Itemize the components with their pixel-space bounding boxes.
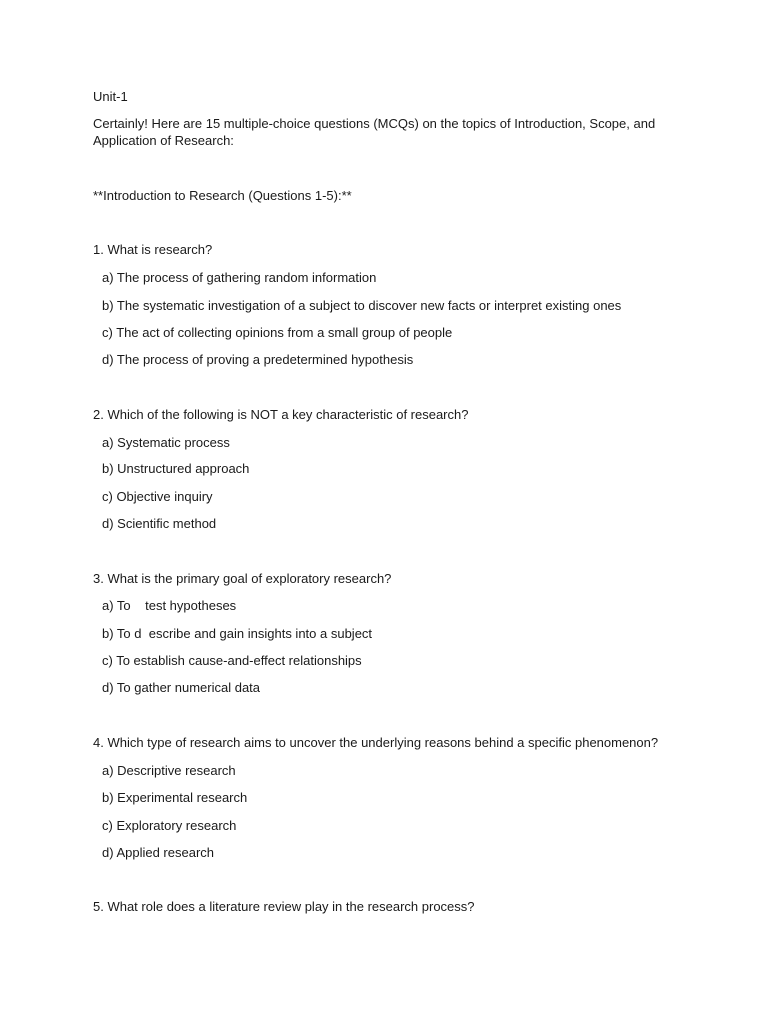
question-4-option-b: b) Experimental research — [102, 790, 248, 805]
question-3-option-a: a) To test hypotheses — [102, 598, 237, 613]
question-4-option-d: d) Applied research — [102, 845, 215, 860]
question-5: 5. What role does a literature review play in the research process? — [93, 899, 475, 914]
question-1: 1. What is research? — [93, 242, 213, 257]
section-heading: **Introduction to Research (Questions 1-5):** — [93, 188, 352, 203]
question-1-option-c: c) The act of collecting opinions from a small group of people — [102, 325, 453, 340]
question-3-option-d: d) To gather numerical data — [102, 680, 261, 695]
question-2-option-b: b) Unstructured approach — [102, 461, 250, 476]
question-4: 4. Which type of research aims to uncover the underlying reasons behind a specific phenomenon? — [93, 735, 659, 750]
question-4-option-c: c) Exploratory research — [102, 818, 237, 833]
question-4-option-a: a) Descriptive research — [102, 763, 236, 778]
question-3-option-b: b) To d escribe and gain insights into a subject — [102, 626, 373, 641]
question-2: 2. Which of the following is NOT a key characteristic of research? — [93, 407, 469, 422]
question-3: 3. What is the primary goal of exploratory research? — [93, 571, 392, 586]
intro-paragraph: Certainly! Here are 15 multiple-choice questions (MCQs) on the topics of Introduction, Scope, and Application of Research: — [93, 116, 656, 148]
question-3-option-c: c) To establish cause-and-effect relationships — [102, 653, 362, 668]
question-2-option-d: d) Scientific method — [102, 516, 217, 531]
question-2-option-c: c) Objective inquiry — [102, 489, 213, 504]
question-1-option-b: b) The systematic investigation of a subject to discover new facts or interpret existing ones — [102, 298, 622, 313]
question-2-option-a: a) Systematic process — [102, 435, 230, 450]
question-1-option-a: a) The process of gathering random information — [102, 270, 377, 285]
unit-title: Unit-1 — [93, 89, 128, 104]
question-1-option-d: d) The process of proving a predetermined hypothesis — [102, 352, 414, 367]
